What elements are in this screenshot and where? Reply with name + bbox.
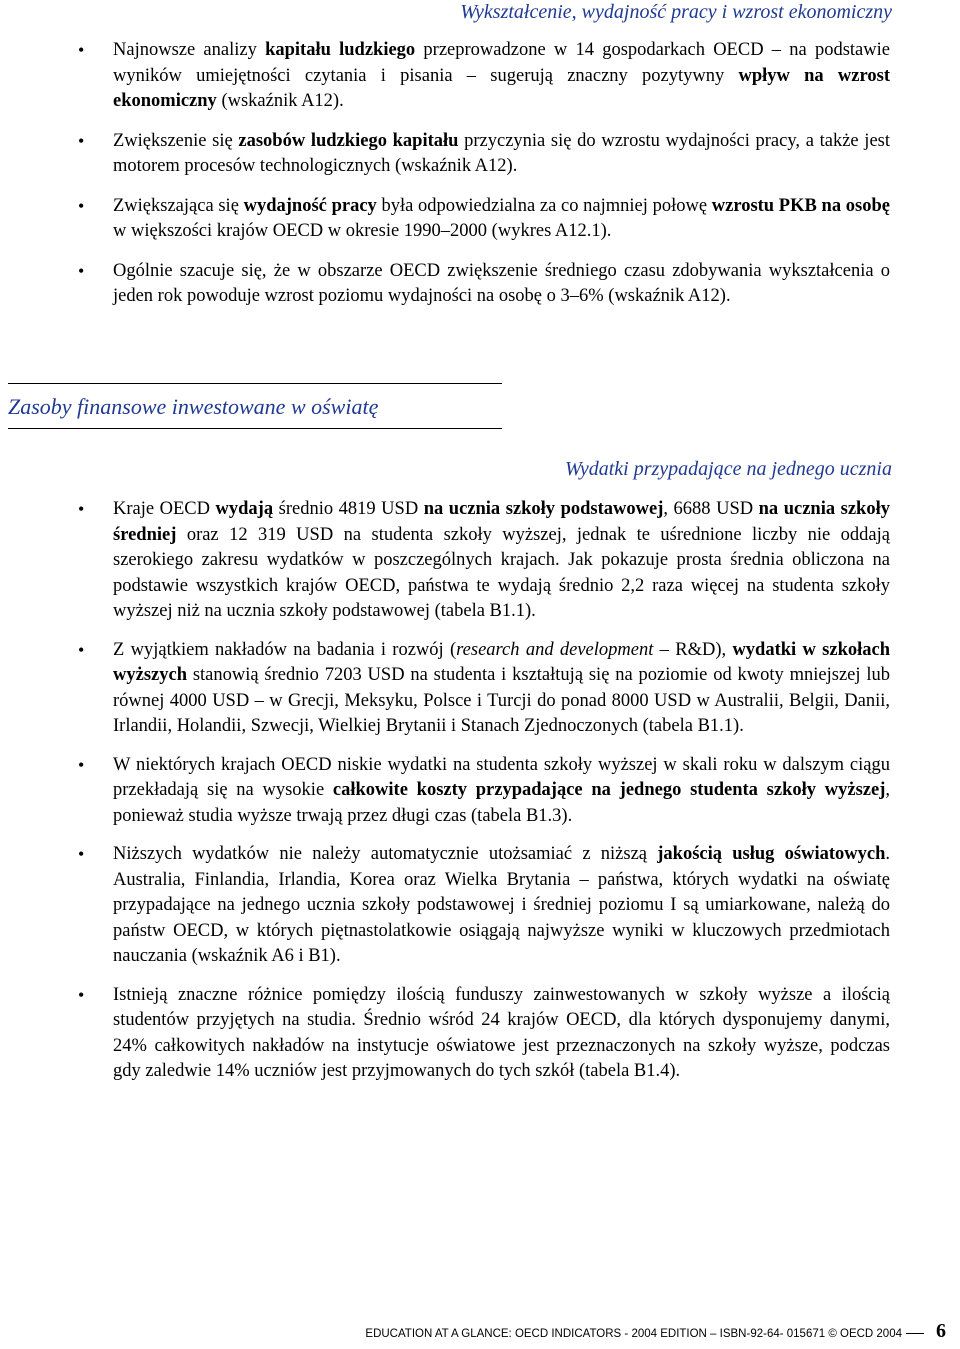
list-item: • Kraje OECD wydają średnio 4819 USD na ucznia szkoły podstawowej, 6688 USD na ucznia szkoły średniej oraz 12 319 USD na studenta szkoły wyższej, jednak te uśrednione liczby nie oddają szerokiego zakresu wydatków w poszczególnych krajach. Jak pokazuje prosta średnia obliczona na podstawie wszystkich krajów OECD, państwa te wydają średnio 2,2 raza więcej na studenta szkoły wyższej niż na ucznia szkoły podstawowej (tabela B1.1).: [0, 497, 890, 625]
subsection-heading: Wydatki przypadające na jednego ucznia: [565, 458, 892, 480]
page-number: 6: [936, 1320, 946, 1342]
list-item: • W niektórych krajach OECD niskie wydatki na studenta szkoły wyższej w skali roku w dalszym ciągu przekładają się na wysokie całkowite koszty przypadające na jednego studenta szkoły wyższej, ponieważ studia wyższe trwają przez długi czas (tabela B1.3).: [0, 753, 890, 830]
section-heading: Zasoby finansowe inwestowane w oświatę: [8, 394, 379, 419]
section-rule-bottom: [8, 428, 502, 429]
list-item: • Niższych wydatków nie należy automatycznie utożsamiać z niższą jakością usług oświatowych. Australia, Finlandia, Irlandia, Korea oraz Wielka Brytania – państwa, których wydatki na oświatę przypadające na jednego ucznia szkoły podstawowej i średniej poziomu I są umiarkowane, należą do państw OECD, w których piętnastolatkowie osiągają najwyższe wyniki w kluczowych przedmiotach nauczania (wskaźnik A6 i B1).: [0, 842, 890, 970]
list-item: • Z wyjątkiem nakładów na badania i rozwój (research and development – R&D), wydatki w szkołach wyższych stanowią średnio 7203 USD na studenta i kształtują się na poziomie od kwoty mniejszej lub równej 4000 USD – w Grecji, Meksyku, Polsce i Turcji do ponad 8000 USD w Australii, Belgii, Danii, Irlandii, Holandii, Szwecji, Wielkiej Brytanii i Stanach Zjednoczonych (tabela B1.1).: [0, 638, 890, 740]
list-item: • Istnieją znaczne różnice pomiędzy ilością funduszy zainwestowanych w szkoły wyższe a ilością studentów przyjętych na studia. Średnio wśród 24 krajów OECD, dla których dysponujemy danymi, 24% całkowitych nakładów na instytucje oświatowe jest przeznaczonych na szkoły wyższe, podczas gdy zaledwie 14% uczniów jest przyjmowanych do tych szkół (tabela B1.4).: [0, 983, 890, 1085]
list-item: • Zwiększenie się zasobów ludzkiego kapitału przyczynia się do wzrostu wydajności pracy, a także jest motorem procesów technologicznych (wskaźnik A12).: [0, 129, 890, 180]
list-item: • Zwiększająca się wydajność pracy była odpowiedzialna za co najmniej połowę wzrostu PKB na osobę w większości krajów OECD w okresie 1990–2000 (wykres A12.1).: [0, 194, 890, 245]
list-item: • Ogólnie szacuje się, że w obszarze OECD zwiększenie średniego czasu zdobywania wykształcenia o jeden rok powoduje wzrost poziomu wydajności na osobę o 3–6% (wskaźnik A12).: [0, 259, 890, 310]
spending-bullet-list: [0, 497, 890, 1098]
page-footer: [365, 1320, 946, 1345]
chapter-heading: Wykształcenie, wydajność pracy i wzrost ekonomiczny: [460, 1, 892, 23]
summary-bullet-list: [0, 38, 890, 324]
section-rule-top: [8, 383, 502, 384]
footer-text: EDUCATION AT A GLANCE: OECD INDICATORS - 2004 EDITION – ISBN-92-64- 015671 © OECD 2004: [365, 1328, 902, 1340]
list-item: • Najnowsze analizy kapitału ludzkiego przeprowadzone w 14 gospodarkach OECD – na podstawie wyników umiejętności czytania i pisania – sugerują znaczny pozytywny wpływ na wzrost ekonomiczny (wskaźnik A12).: [0, 38, 890, 115]
footer-dash: [906, 1333, 924, 1334]
